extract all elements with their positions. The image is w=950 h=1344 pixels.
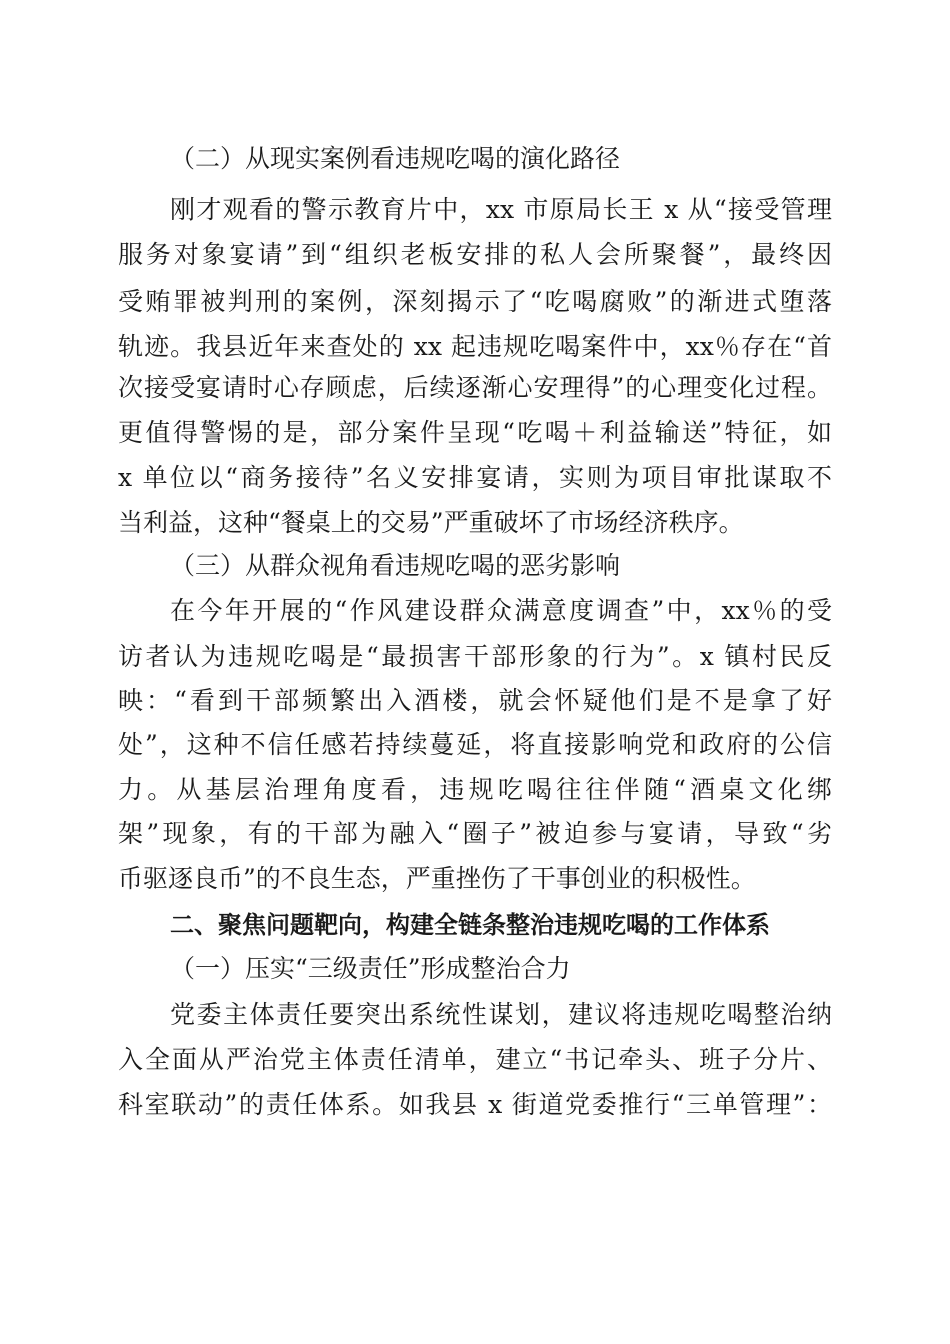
part-heading-2: 二、聚焦问题靶向，构建全链条整治违规吃喝的工作体系: [170, 911, 770, 939]
paragraph-line: 处”，这种不信任感若持续蔓延，将直接影响党和政府的公信: [118, 730, 832, 759]
paragraph-line: 轨迹。我县近年来查处的 xx 起违规吃喝案件中，xx％存在“首: [118, 332, 832, 361]
subsection-heading-1: （一）压实“三级责任”形成整治合力: [170, 954, 571, 983]
paragraph-line: 科室联动”的责任体系。如我县 x 街道党委推行“三单管理”：: [118, 1090, 832, 1119]
paragraph-line: 币驱逐良币”的不良生态，严重挫伤了干事创业的积极性。: [118, 864, 756, 893]
paragraph-line: x 单位以“商务接待”名义安排宴请，实则为项目审批谋取不: [118, 463, 832, 492]
paragraph-line: 力。从基层治理角度看，违规吃喝往往伴随“酒桌文化绑: [118, 775, 832, 804]
paragraph-line: 当利益，这种“餐桌上的交易”严重破坏了市场经济秩序。: [118, 508, 744, 537]
section-heading-3: （三）从群众视角看违规吃喝的恶劣影响: [170, 551, 621, 580]
paragraph-line: 党委主体责任要突出系统性谋划，建议将违规吃喝整治纳: [170, 1000, 832, 1029]
paragraph-line: 访者认为违规吃喝是“最损害干部形象的行为”。x 镇村民反: [118, 642, 832, 671]
paragraph-line: 入全面从严治党主体责任清单，建立“书记牵头、班子分片、: [118, 1045, 832, 1074]
paragraph-line: 架”现象，有的干部为融入“圈子”被迫参与宴请，导致“劣: [118, 819, 832, 848]
paragraph-line: 更值得警惕的是，部分案件呈现“吃喝＋利益输送”特征，如: [118, 418, 832, 447]
paragraph-line: 服务对象宴请”到“组织老板安排的私人会所聚餐”，最终因: [118, 240, 832, 269]
paragraph-line: 在今年开展的“作风建设群众满意度调查”中，xx％的受: [170, 596, 832, 625]
paragraph-line: 次接受宴请时心存顾虑，后续逐渐心安理得”的心理变化过程。: [118, 373, 832, 402]
paragraph-line: 受贿罪被判刑的案例，深刻揭示了“吃喝腐败”的渐进式堕落: [118, 287, 832, 316]
section-heading-2: （二）从现实案例看违规吃喝的演化路径: [170, 144, 621, 173]
paragraph-line: 刚才观看的警示教育片中，xx 市原局长王 x 从“接受管理: [170, 195, 832, 224]
paragraph-line: 映：“看到干部频繁出入酒楼，就会怀疑他们是不是拿了好: [118, 686, 832, 715]
